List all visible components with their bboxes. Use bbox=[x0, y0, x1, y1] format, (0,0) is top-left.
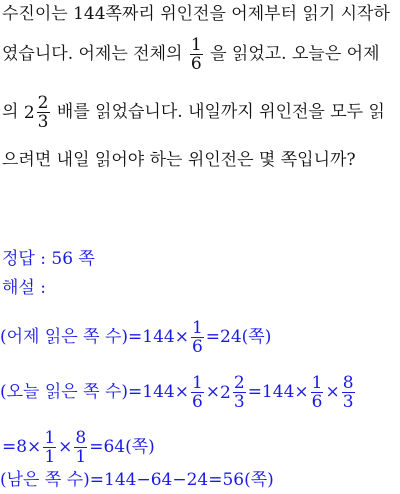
fraction: $\frac{8}{3}$ bbox=[342, 373, 354, 412]
fraction: $\frac{1}{6}$ bbox=[191, 318, 203, 357]
fraction: $\frac{2}{3}$ bbox=[233, 373, 245, 412]
question-line-1: 수진이는 144쪽짜리 위인전을 어제부터 읽기 시작하 bbox=[2, 4, 390, 24]
fraction: $\frac{1}{6}$ bbox=[191, 373, 203, 412]
today-calculation-continued: =8× $\frac{1}{1}$ × $\frac{8}{1}$ =64(쪽) bbox=[2, 428, 155, 467]
remaining-calculation: (남은 쪽 수)=144−64−24=56(쪽) bbox=[0, 470, 274, 490]
yesterday-calculation: (어제 읽은 쪽 수)=144× $\frac{1}{6}$ =24(쪽) bbox=[0, 318, 272, 357]
question-line-3: 의 2 $\frac{2}{3}$ 배를 읽었습니다. 내일까지 위인전을 모두 읽 bbox=[2, 93, 385, 132]
fraction: $\frac{8}{1}$ bbox=[75, 428, 87, 467]
fraction-two-thirds: $\frac{2}{3}$ bbox=[37, 93, 49, 132]
answer-label: 정답 : 56 쪽 bbox=[2, 249, 95, 269]
fraction: $\frac{1}{6}$ bbox=[311, 373, 323, 412]
fraction-one-sixth: $\frac{1}{6}$ bbox=[190, 35, 202, 74]
question-line-4: 으려면 내일 읽어야 하는 위인전은 몇 쪽입니까? bbox=[2, 150, 356, 170]
explanation-label: 해설 : bbox=[2, 278, 46, 298]
question-line-2: 였습니다. 어제는 전체의 $\frac{1}{6}$ 을 읽었고. 오늘은 어제 bbox=[2, 35, 380, 74]
today-calculation: (오늘 읽은 쪽 수)=144× $\frac{1}{6}$ ×2 $\frac{2}{3}$ =144× $\frac{1}{6}$ × $\frac{8}{3}$ bbox=[0, 373, 354, 412]
fraction: $\frac{1}{1}$ bbox=[44, 428, 56, 467]
